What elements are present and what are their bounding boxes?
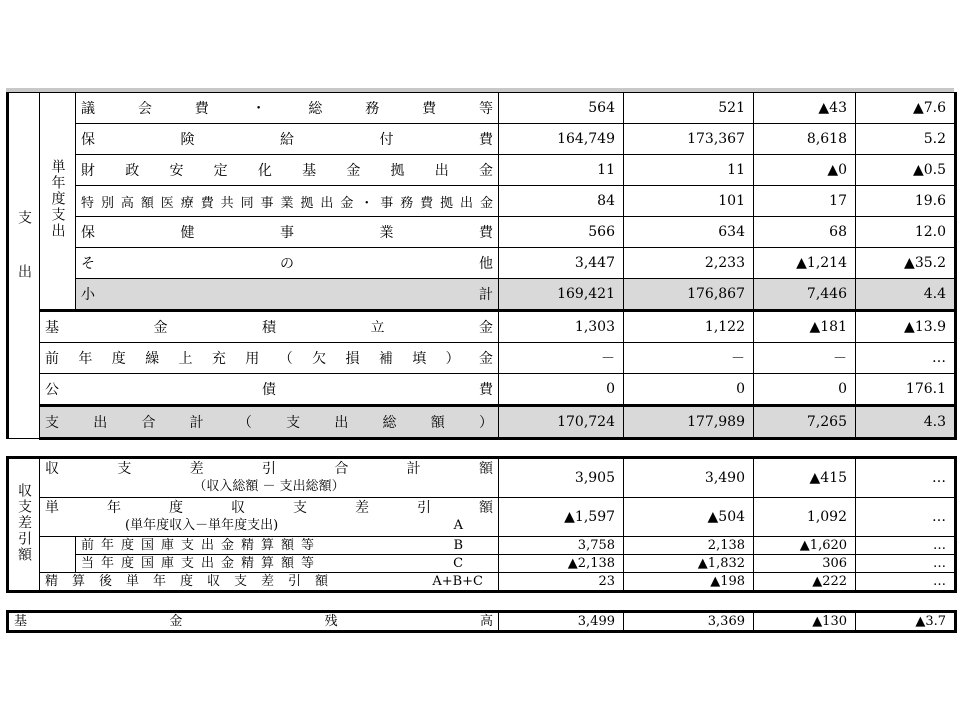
table-row (8, 248, 956, 279)
cell-value: ▲415 (754, 458, 856, 498)
cell-value: 176,867 (624, 279, 754, 311)
row-label: 特別高額医療費共同事業拠出金・事務費拠出金 (76, 186, 499, 217)
section-label-balance: 収支差引額 (8, 458, 40, 592)
table-row (8, 612, 956, 632)
cell-value: 2,233 (624, 248, 754, 279)
cell-value: ▲35.2 (856, 248, 956, 279)
table-row (8, 573, 956, 592)
cell-value: 176.1 (856, 374, 956, 406)
cell-value: 566 (499, 217, 624, 248)
cell-value: … (856, 537, 956, 555)
cell-value: ▲0 (754, 155, 856, 186)
row-label: 公債費 (40, 374, 499, 406)
cell-value: ▲13.9 (856, 311, 956, 343)
cell-value: 11 (499, 155, 624, 186)
cell-value: … (856, 343, 956, 374)
cell-value: ▲198 (624, 573, 754, 592)
cell-value: ▲1,832 (624, 555, 754, 573)
row-label: 当年度国庫支出金精算額等 C (76, 555, 499, 573)
row-label: 財政安定化基金拠出金 (76, 155, 499, 186)
cell-value: 12.0 (856, 217, 956, 248)
cell-value: 3,447 (499, 248, 624, 279)
cell-value: 3,499 (499, 612, 624, 632)
row-label: 基金積立金 (40, 311, 499, 343)
cell-value: 84 (499, 186, 624, 217)
cell-value: 1,122 (624, 311, 754, 343)
cell-value: 23 (499, 573, 624, 592)
table-row (8, 124, 956, 155)
subtotal-row (8, 279, 956, 311)
row-label: 基金残高 (8, 612, 499, 632)
cell-value: 7,446 (754, 279, 856, 311)
table-row (8, 458, 956, 498)
table-row (8, 374, 956, 406)
indent-cell (40, 537, 76, 555)
balance-table (6, 456, 957, 593)
cell-value: ▲1,597 (499, 498, 624, 537)
row-label: 収支差引合計額 （収入総額 － 支出総額） (40, 458, 499, 498)
cell-value: 564 (499, 93, 624, 124)
cell-value: … (856, 555, 956, 573)
cell-value: 177,989 (624, 406, 754, 439)
cell-value: 3,490 (624, 458, 754, 498)
row-label: 精算後単年度収支差引額 A+B+C (40, 573, 499, 592)
row-label: 保健事業費 (76, 217, 499, 248)
cell-value: － (499, 343, 624, 374)
cell-value: 4.4 (856, 279, 956, 311)
row-label: 前年度国庫支出金精算額等 B (76, 537, 499, 555)
expenditure-table (6, 92, 957, 440)
cell-value: ▲0.5 (856, 155, 956, 186)
cell-value: － (624, 343, 754, 374)
row-label: 保険給付費 (76, 124, 499, 155)
section-label-expenditure: 支出 (8, 93, 40, 439)
cell-value: 8,618 (754, 124, 856, 155)
cell-value: 0 (624, 374, 754, 406)
cell-value: 68 (754, 217, 856, 248)
cell-value: ▲7.6 (856, 93, 956, 124)
cell-value: ▲43 (754, 93, 856, 124)
cell-value: 0 (754, 374, 856, 406)
cell-value: ▲2,138 (499, 555, 624, 573)
table-row (8, 537, 956, 555)
cell-value: ▲181 (754, 311, 856, 343)
table-row (8, 155, 956, 186)
cell-value: － (754, 343, 856, 374)
cell-value: ▲504 (624, 498, 754, 537)
cell-value: ▲1,214 (754, 248, 856, 279)
row-label: その他 (76, 248, 499, 279)
cell-value: 11 (624, 155, 754, 186)
cell-value: ▲130 (754, 612, 856, 632)
total-row (8, 406, 956, 439)
cell-value: 3,369 (624, 612, 754, 632)
cell-value: 3,758 (499, 537, 624, 555)
cell-value: 1,092 (754, 498, 856, 537)
cell-value: 101 (624, 186, 754, 217)
cell-value: 3,905 (499, 458, 624, 498)
cell-value: 164,749 (499, 124, 624, 155)
fund-balance-table (6, 610, 957, 633)
cell-value: 0 (499, 374, 624, 406)
cell-value: … (856, 458, 956, 498)
cell-value: … (856, 498, 956, 537)
row-label: 小計 (76, 279, 499, 311)
cell-value: 173,367 (624, 124, 754, 155)
cell-value: 4.3 (856, 406, 956, 439)
cell-value: … (856, 573, 956, 592)
row-label: 単年度収支差引額 (単年度収入－単年度支出) A (40, 498, 499, 537)
cell-value: ▲222 (754, 573, 856, 592)
row-label: 支出合計（支出総額） (40, 406, 499, 439)
cell-value: ▲3.7 (856, 612, 956, 632)
cell-value: 5.2 (856, 124, 956, 155)
table-row (8, 311, 956, 343)
table-row (8, 498, 956, 537)
row-label: 議会費・総務費等 (76, 93, 499, 124)
row-label: 前年度繰上充用（欠損補填）金 (40, 343, 499, 374)
section-sublabel-single-year: 単年度支出 (40, 93, 76, 311)
cell-value: 2,138 (624, 537, 754, 555)
table-row (8, 217, 956, 248)
cell-value: 7,265 (754, 406, 856, 439)
table-row (8, 343, 956, 374)
cell-value: 306 (754, 555, 856, 573)
cell-value: 521 (624, 93, 754, 124)
table-row (8, 93, 956, 124)
table-row (8, 186, 956, 217)
indent-cell (40, 555, 76, 573)
cell-value: ▲1,620 (754, 537, 856, 555)
cell-value: 17 (754, 186, 856, 217)
cell-value: 634 (624, 217, 754, 248)
cell-value: 170,724 (499, 406, 624, 439)
table-row (8, 555, 956, 573)
cell-value: 169,421 (499, 279, 624, 311)
cell-value: 19.6 (856, 186, 956, 217)
cell-value: 1,303 (499, 311, 624, 343)
